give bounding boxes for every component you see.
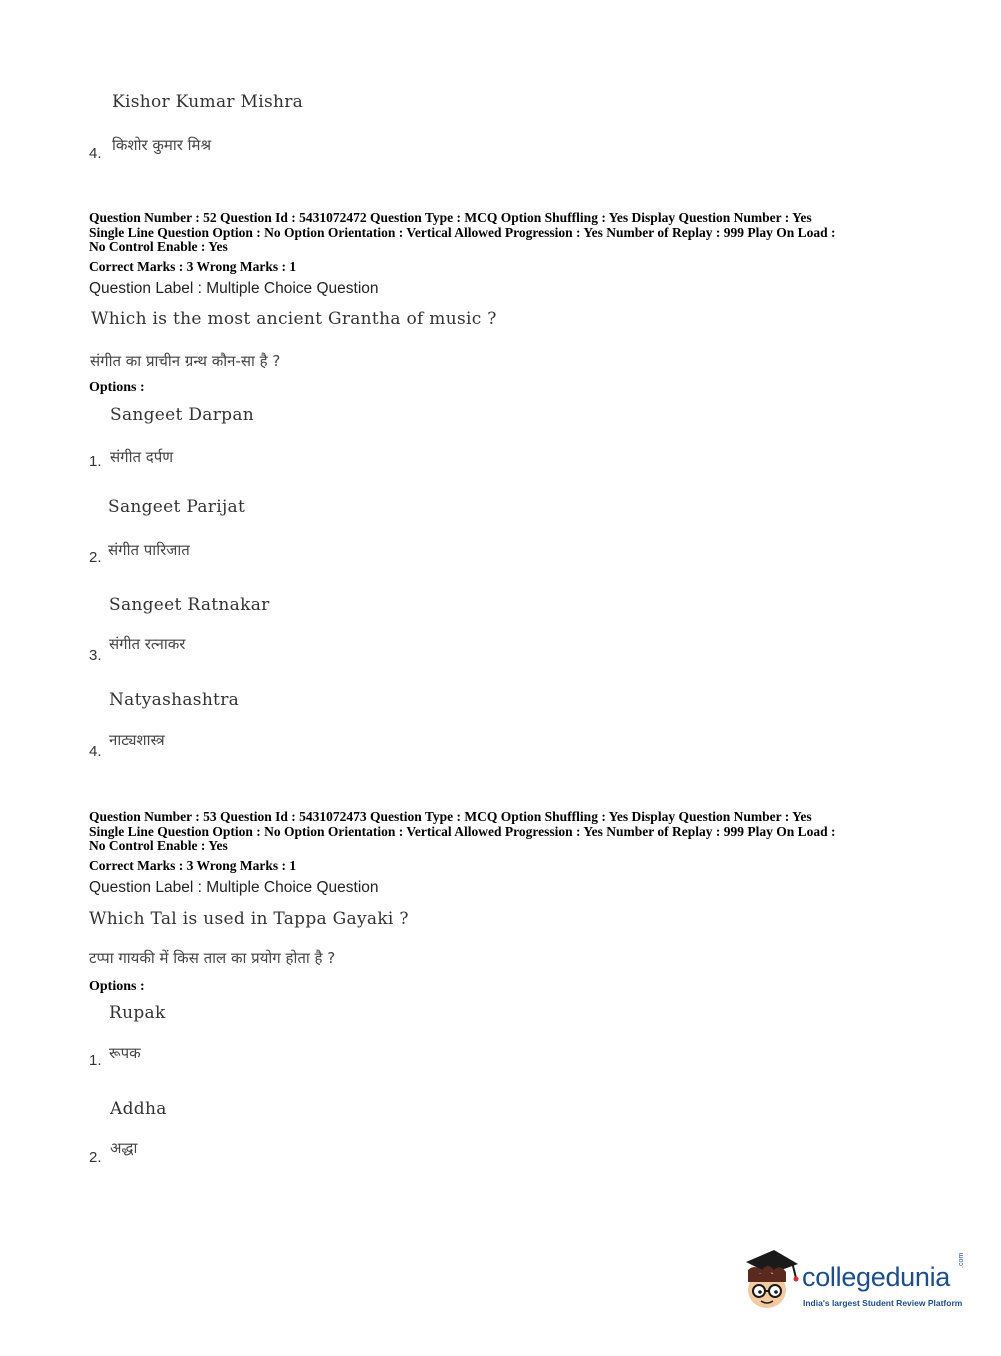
q52-option-1-hindi: संगीत दर्पण xyxy=(110,448,174,466)
q52-option-2-number: 2. xyxy=(89,549,102,566)
q53-label: Question Label : Multiple Choice Question xyxy=(89,879,379,896)
mascot-icon xyxy=(740,1248,802,1312)
q53-option-1-hindi: रूपक xyxy=(109,1044,141,1062)
logo-com: .com xyxy=(958,1252,965,1268)
q52-option-3-hindi: संगीत रत्नाकर xyxy=(109,635,186,653)
collegedunia-logo xyxy=(740,1248,970,1312)
prev-option-4-number: 4. xyxy=(89,145,102,162)
q53-option-2-number: 2. xyxy=(89,1149,102,1166)
q53-option-1-number: 1. xyxy=(89,1052,102,1069)
q53-meta-line-1: Question Number : 53 Question Id : 5431072473 Question Type : MCQ Option Shuffling : Yes Display Question Number : Yes xyxy=(89,809,812,824)
q53-meta-line-3: No Control Enable : Yes xyxy=(89,838,228,853)
q52-metadata xyxy=(89,211,919,255)
q52-label: Question Label : Multiple Choice Question xyxy=(89,280,379,297)
q52-option-2-hindi: संगीत पारिजात xyxy=(108,541,190,559)
q52-option-1-english: Sangeet Darpan xyxy=(110,405,255,425)
prev-option-4-english: Kishor Kumar Mishra xyxy=(112,92,304,112)
q52-text-hindi: संगीत का प्राचीन ग्रन्थ कौन-सा है ? xyxy=(90,352,281,370)
q52-option-4-number: 4. xyxy=(89,743,102,760)
q52-options-heading: Options : xyxy=(89,380,145,395)
q53-options-heading: Options : xyxy=(89,979,145,994)
q53-marks: Correct Marks : 3 Wrong Marks : 1 xyxy=(89,858,297,873)
q52-marks: Correct Marks : 3 Wrong Marks : 1 xyxy=(89,259,297,274)
q52-text-english: Which is the most ancient Grantha of music ? xyxy=(91,309,497,329)
q52-option-3-english: Sangeet Ratnakar xyxy=(109,595,270,615)
q52-option-2-english: Sangeet Parijat xyxy=(108,497,246,517)
logo-brand-name: collegedunia xyxy=(802,1262,951,1292)
q53-option-2-hindi: अद्धा xyxy=(110,1139,138,1157)
q53-option-1-english: Rupak xyxy=(109,1003,166,1023)
q53-meta-line-2: Single Line Question Option : No Option Orientation : Vertical Allowed Progression : Yes Number of Replay : 999 Play On Load : xyxy=(89,823,836,839)
q53-option-2-english: Addha xyxy=(110,1099,167,1119)
prev-option-4-hindi: किशोर कुमार मिश्र xyxy=(112,136,212,154)
q52-option-4-english: Natyashashtra xyxy=(109,690,240,710)
q52-meta-line-1: Question Number : 52 Question Id : 5431072472 Question Type : MCQ Option Shuffling : Yes Display Question Number : Yes xyxy=(89,210,812,225)
q53-metadata xyxy=(89,810,919,854)
q52-option-1-number: 1. xyxy=(89,453,102,470)
q53-text-hindi: टप्पा गायकी में किस ताल का प्रयोग होता है ? xyxy=(89,949,336,967)
logo-tagline: India's largest Student Review Platform xyxy=(803,1298,963,1308)
q52-meta-line-3: No Control Enable : Yes xyxy=(89,239,228,254)
q52-meta-line-2: Single Line Question Option : No Option Orientation : Vertical Allowed Progression : Yes Number of Replay : 999 Play On Load : xyxy=(89,224,836,240)
q52-option-4-hindi: नाट्यशास्त्र xyxy=(109,731,165,749)
q52-option-3-number: 3. xyxy=(89,647,102,664)
q53-text-english: Which Tal is used in Tappa Gayaki ? xyxy=(89,909,409,929)
